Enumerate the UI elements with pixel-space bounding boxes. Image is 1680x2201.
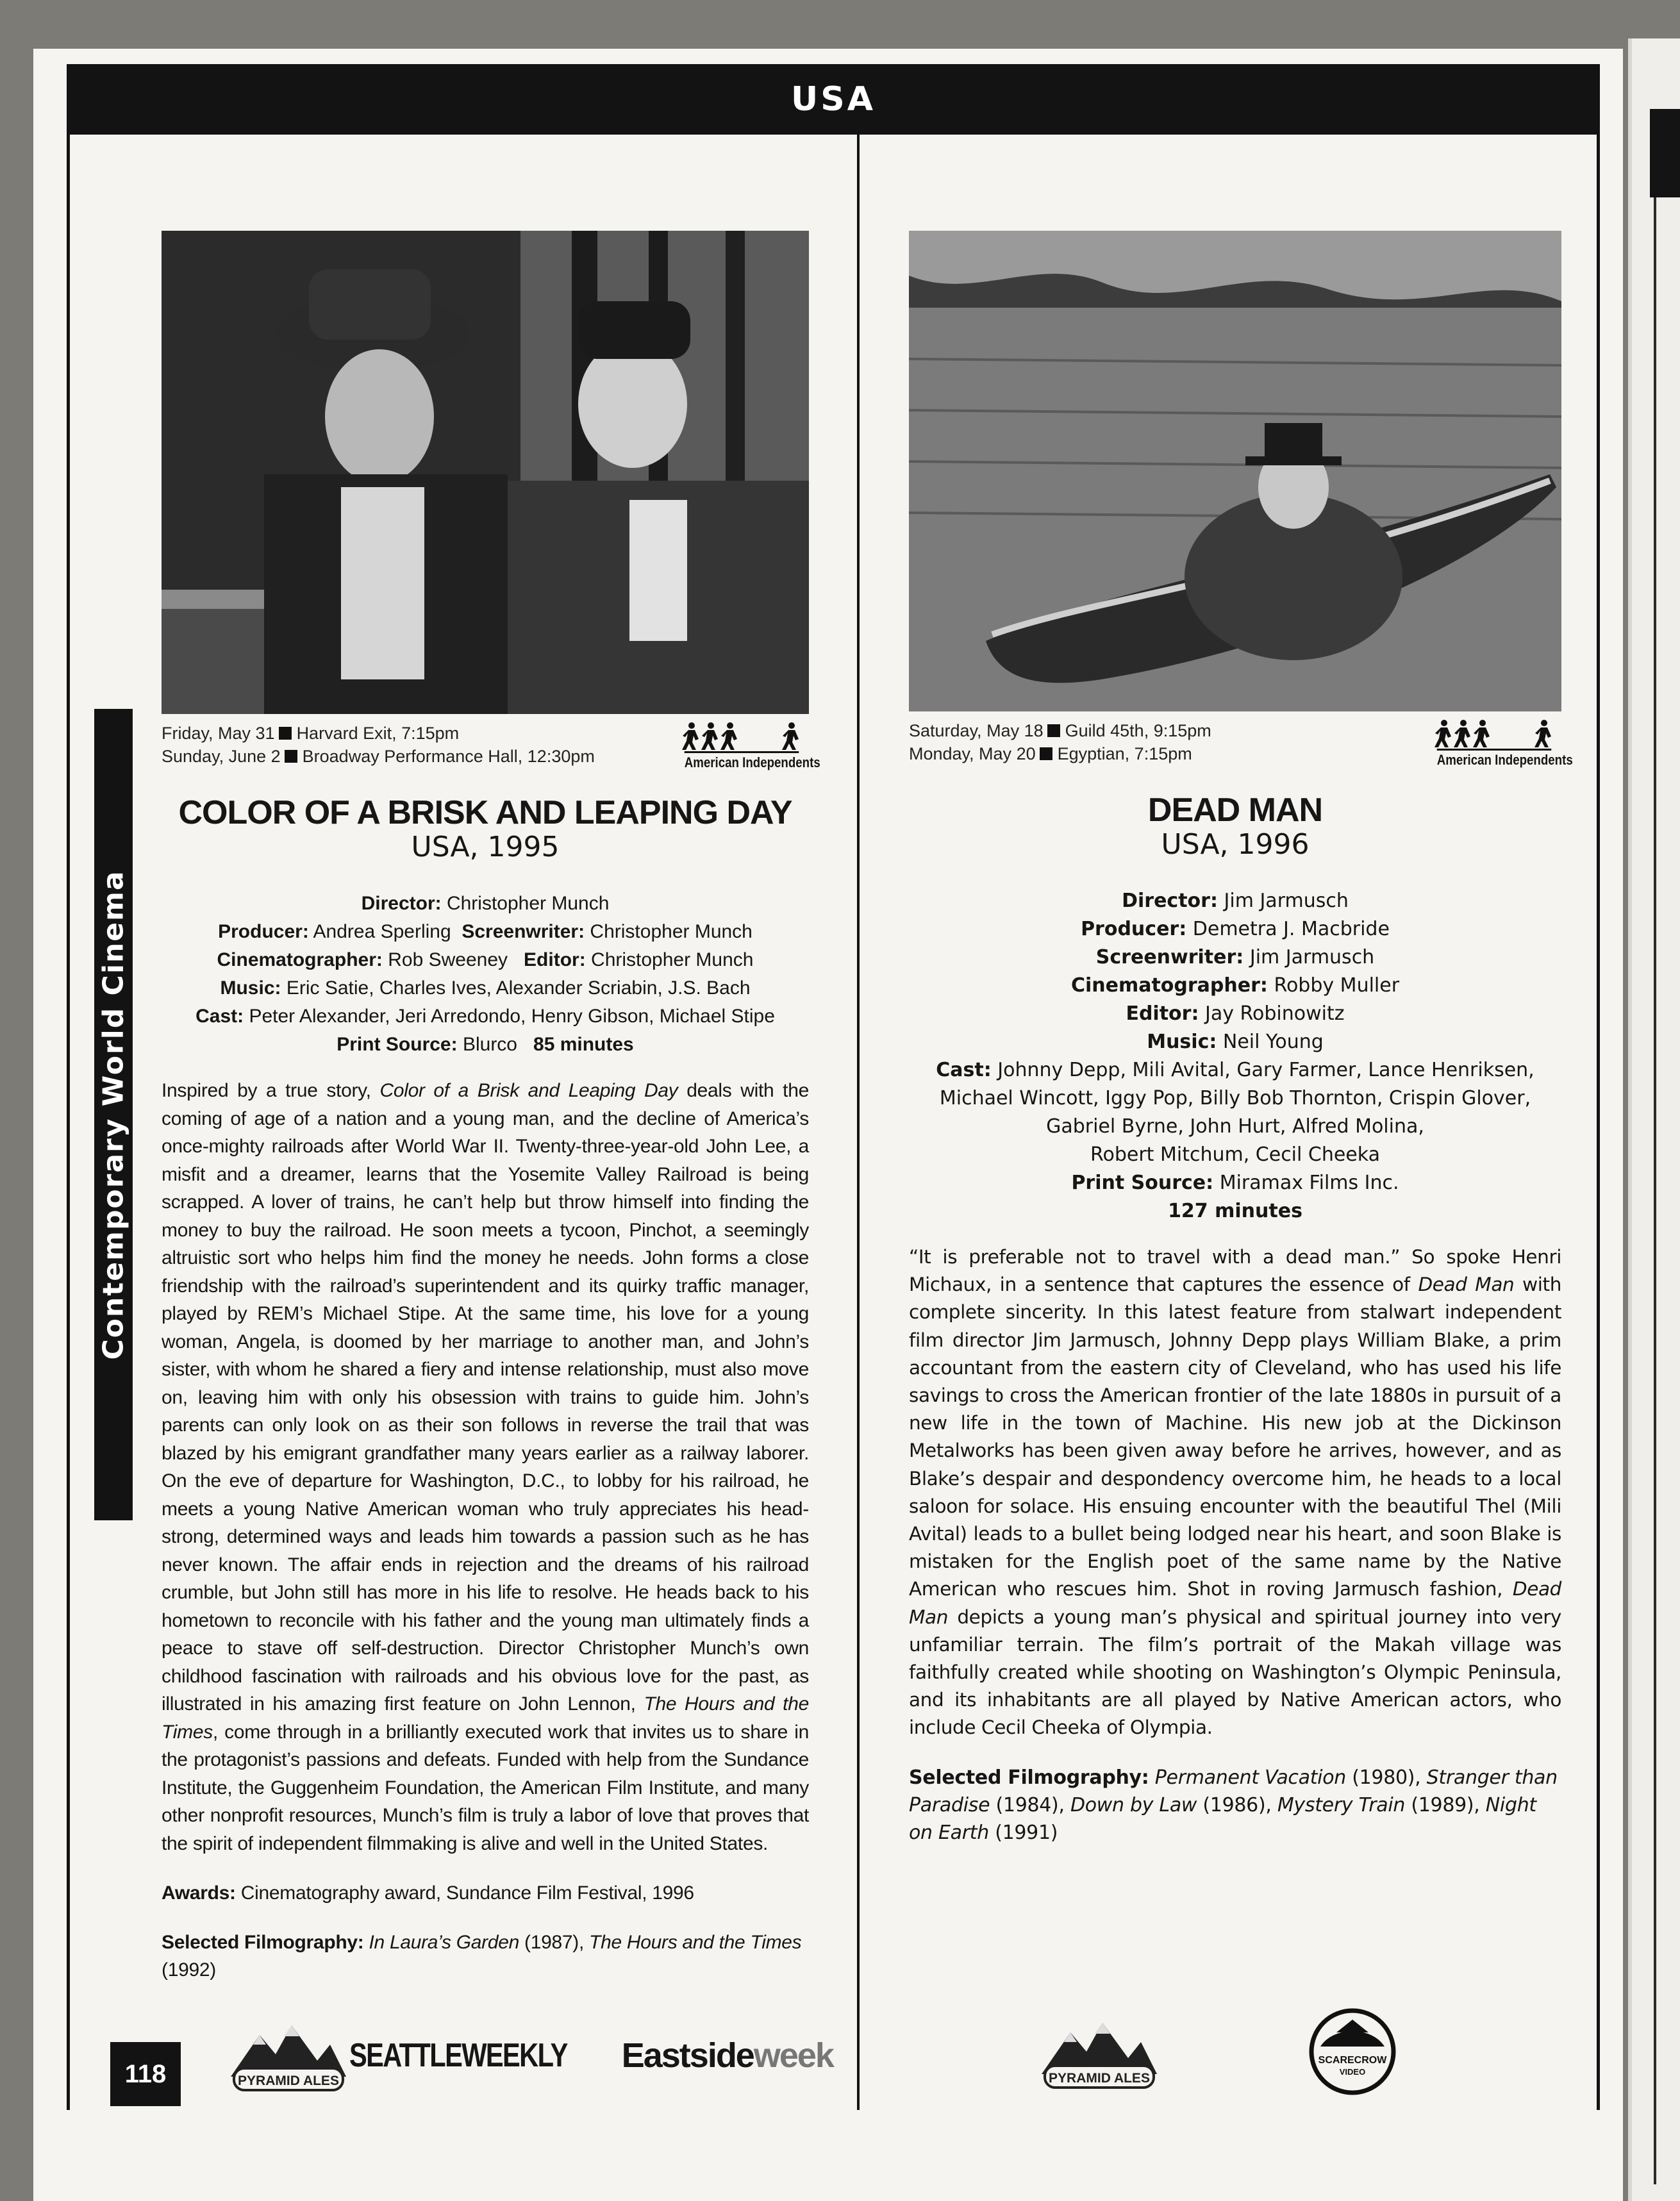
scarecrow-video-logo — [1308, 2007, 1397, 2100]
credits: Director: Jim Jarmusch Producer: Demetra J. Macbride Screenwriter: Jim Jarmusch Cinematographer: Robby Muller Editor: Jay Robinowitz Music: Neil Young Cast: Johnny Depp, Mili Avital, Gary Farmer, Lance Henriksen, Michael Wincott, Iggy Pop, Billy Bob Thornton, Crispin Glover, Gabriel Byrne, John Hurt, Alfred Molina, Robert Mitchum, Cecil Cheeka Print Source: Miramax Films Inc. 127 minutes — [936, 890, 1534, 1222]
awards: Awards: Cinematography award, Sundance Film Festival, 1996 — [162, 1882, 694, 1904]
screening-date: Sunday, June 2 — [162, 747, 281, 766]
screening-venue: Guild 45th, 9:15pm — [1065, 721, 1211, 740]
pyramid-ales-text: PYRAMID ALES — [1049, 2070, 1150, 2086]
scarecrow-text: SCARECROW — [1318, 2054, 1387, 2066]
film-entry-1 — [162, 231, 820, 1984]
side-tab — [94, 709, 133, 1520]
mountain-icon — [1038, 2013, 1160, 2090]
pyramid-ales-logo — [228, 2016, 349, 2096]
selected-filmography: Selected Filmography: Permanent Vacation (1980), Stranger than Paradise (1984), Down by Law (1986), Mystery Train (1989), Night on Earth (1991) — [909, 1766, 1558, 1844]
screenings-1 — [162, 722, 820, 792]
selected-filmography: Selected Filmography: In Laura’s Garden (1987), The Hours and the Times (1992) — [162, 1932, 802, 1981]
walking-figures-icon — [1430, 719, 1558, 749]
screening-date: Friday, May 31 — [162, 724, 275, 743]
film-entry-2 — [909, 231, 1573, 1847]
frame-right-rule — [1597, 135, 1600, 2110]
credits: Director: Christopher Munch Producer: Andrea Sperling Screenwriter: Christopher Munch Cinematographer: Rob Sweeney Editor: Christopher Munch Music: Eric Satie, Charles Ives, Alexander Scriabin, J.S. Bach Cast: Peter Alexander, Jeri Arredondo, Henry Gibson, Michael Stipe Print Source: Blurco 85 minutes — [195, 893, 775, 1055]
screening-venue: Broadway Performance Hall, 12:30pm — [302, 747, 595, 766]
film-still-2 — [909, 231, 1561, 711]
sponsor-logos-left — [228, 2014, 833, 2097]
pyramid-ales-logo — [1038, 2013, 1160, 2093]
film-country-year: USA, 1995 — [411, 831, 560, 863]
eastside-week-logo: Eastsideweek — [621, 2036, 833, 2075]
synopsis: “It is preferable not to travel with a dead man.” So spoke Henri Michaux, in a sentence that captures the essence of Dead Man with complete sincerity. In this latest feature from stalwart independent film director Jim Jarmusch, Johnny Depp plays William Blake, a prim accountant from the eastern city of Cleveland, who has used his life savings to cross the American frontier of the late 1880s in pursuit of a new life in the town of Machine. His new job at the Dickinson Metalworks has been given away before he arrives, however, and as Blake’s despair and despondency overcome him, he heads to a local saloon for solace. His ensuing encounter with the beautiful Thel (Mili Avital) leads to a bullet being lodged near his heart, and soon Blake is mistaken for the English poet of the same name by the Native American who rescues him. Shot in roving Jarmusch fashion, Dead Man depicts a young man’s physical and spiritual journey into very unfamiliar terrain. The film’s portrait of the Makah village was faithfully created while shooting on Washington’s Olympic Peninsula, and its inhabitants are all played by Native American actors, who include Cecil Cheeka of Olympia. — [909, 1246, 1561, 1739]
american-independents-logo — [1427, 719, 1573, 768]
film-country-year: USA, 1996 — [1161, 828, 1310, 861]
bullet-square-icon — [1047, 724, 1060, 737]
seattle-weekly-logo: SEATTLEWEEKLY — [349, 2037, 567, 2074]
sponsor-logos-right — [1038, 2005, 1397, 2101]
frame-left-rule — [67, 135, 70, 2110]
screening-venue: Harvard Exit, 7:15pm — [296, 724, 460, 743]
bullet-square-icon — [279, 727, 292, 740]
american-independents-logo — [674, 722, 820, 771]
screenings-2 — [909, 719, 1573, 790]
screening-date: Saturday, May 18 — [909, 721, 1044, 740]
logo-label: American Independents — [685, 751, 799, 771]
scarecrow-icon — [1308, 2007, 1397, 2097]
film-still-1 — [162, 231, 809, 714]
film-title: COLOR OF A BRISK AND LEAPING DAY — [178, 794, 792, 831]
page-number: 118 — [110, 2042, 181, 2106]
walking-figures-icon — [678, 722, 806, 751]
bullet-square-icon — [285, 750, 297, 763]
film-title: DEAD MAN — [1147, 792, 1323, 829]
section-banner: USA — [67, 64, 1600, 135]
logo-label: American Independents — [1437, 749, 1552, 768]
side-tab-label: Contemporary World Cinema — [97, 869, 130, 1360]
synopsis: Inspired by a true story, Color of a Brisk and Leaping Day deals with the coming of age of a nation and a young man, and the decline of America’s once-mighty railroads after World War II. Twenty-three-year-old John Lee, a misfit and a dreamer, learns that the Yosemite Valley Railroad is being scrapped. A lover of trains, he can’t help but throw himself into finding the money to buy the railroad. He soon meets a tycoon, Pinchot, a seemingly altruistic sort who helps him find the money he needs. John forms a close friendship with the railroad’s superintendent and its quirky traffic manager, played by REM’s Michael Stipe. At the same time, his love for a young woman, Angela, is doomed by her marriage to another man, and John’s sister, with whom he shared a fiery and intense relationship, must also move on, leaving him with only his obsession with trains to guide him. John’s parents can only look on as their son follows in reverse the trail that was blazed by his emigrant grandfather many years earlier as a railway laborer. On the eve of departure for Washington, D.C., to lobby for his railroad, he meets a young Native American woman who truly appreciates his head-strong, determined ways and leads him towards a passion such as he has never known. The affair ends in rejection and the dreams of his railroad crumble, but John still has more in his life to resolve. He heads back to his hometown to reconcile with his father and the young man ultimately finds a peace to stave off self-destruction. Director Christopher Munch’s own childhood fascination with railroads and his obvious love for the past, as illustrated in his amazing first feature on John Lennon, The Hours and the Times, come through in a brilliantly executed work that invites us to share in the protagonist’s passions and defeats. Funded with help from the Sundance Institute, the Guggenheim Foundation, the American Film Institute, and many other nonprofit resources, Munch’s film is truly a labor of love that proves that the spirit of independent filmmaking is alive and well in the United States. — [162, 1080, 809, 1854]
screening-date: Monday, May 20 — [909, 744, 1036, 763]
video-text: VIDEO — [1339, 2066, 1366, 2077]
bullet-square-icon — [1040, 747, 1052, 760]
mountain-icon — [228, 2016, 349, 2093]
column-divider — [857, 135, 860, 2110]
pyramid-ales-text: PYRAMID ALES — [238, 2073, 339, 2088]
next-page-edge — [1628, 38, 1680, 2201]
screening-venue: Egyptian, 7:15pm — [1057, 744, 1192, 763]
